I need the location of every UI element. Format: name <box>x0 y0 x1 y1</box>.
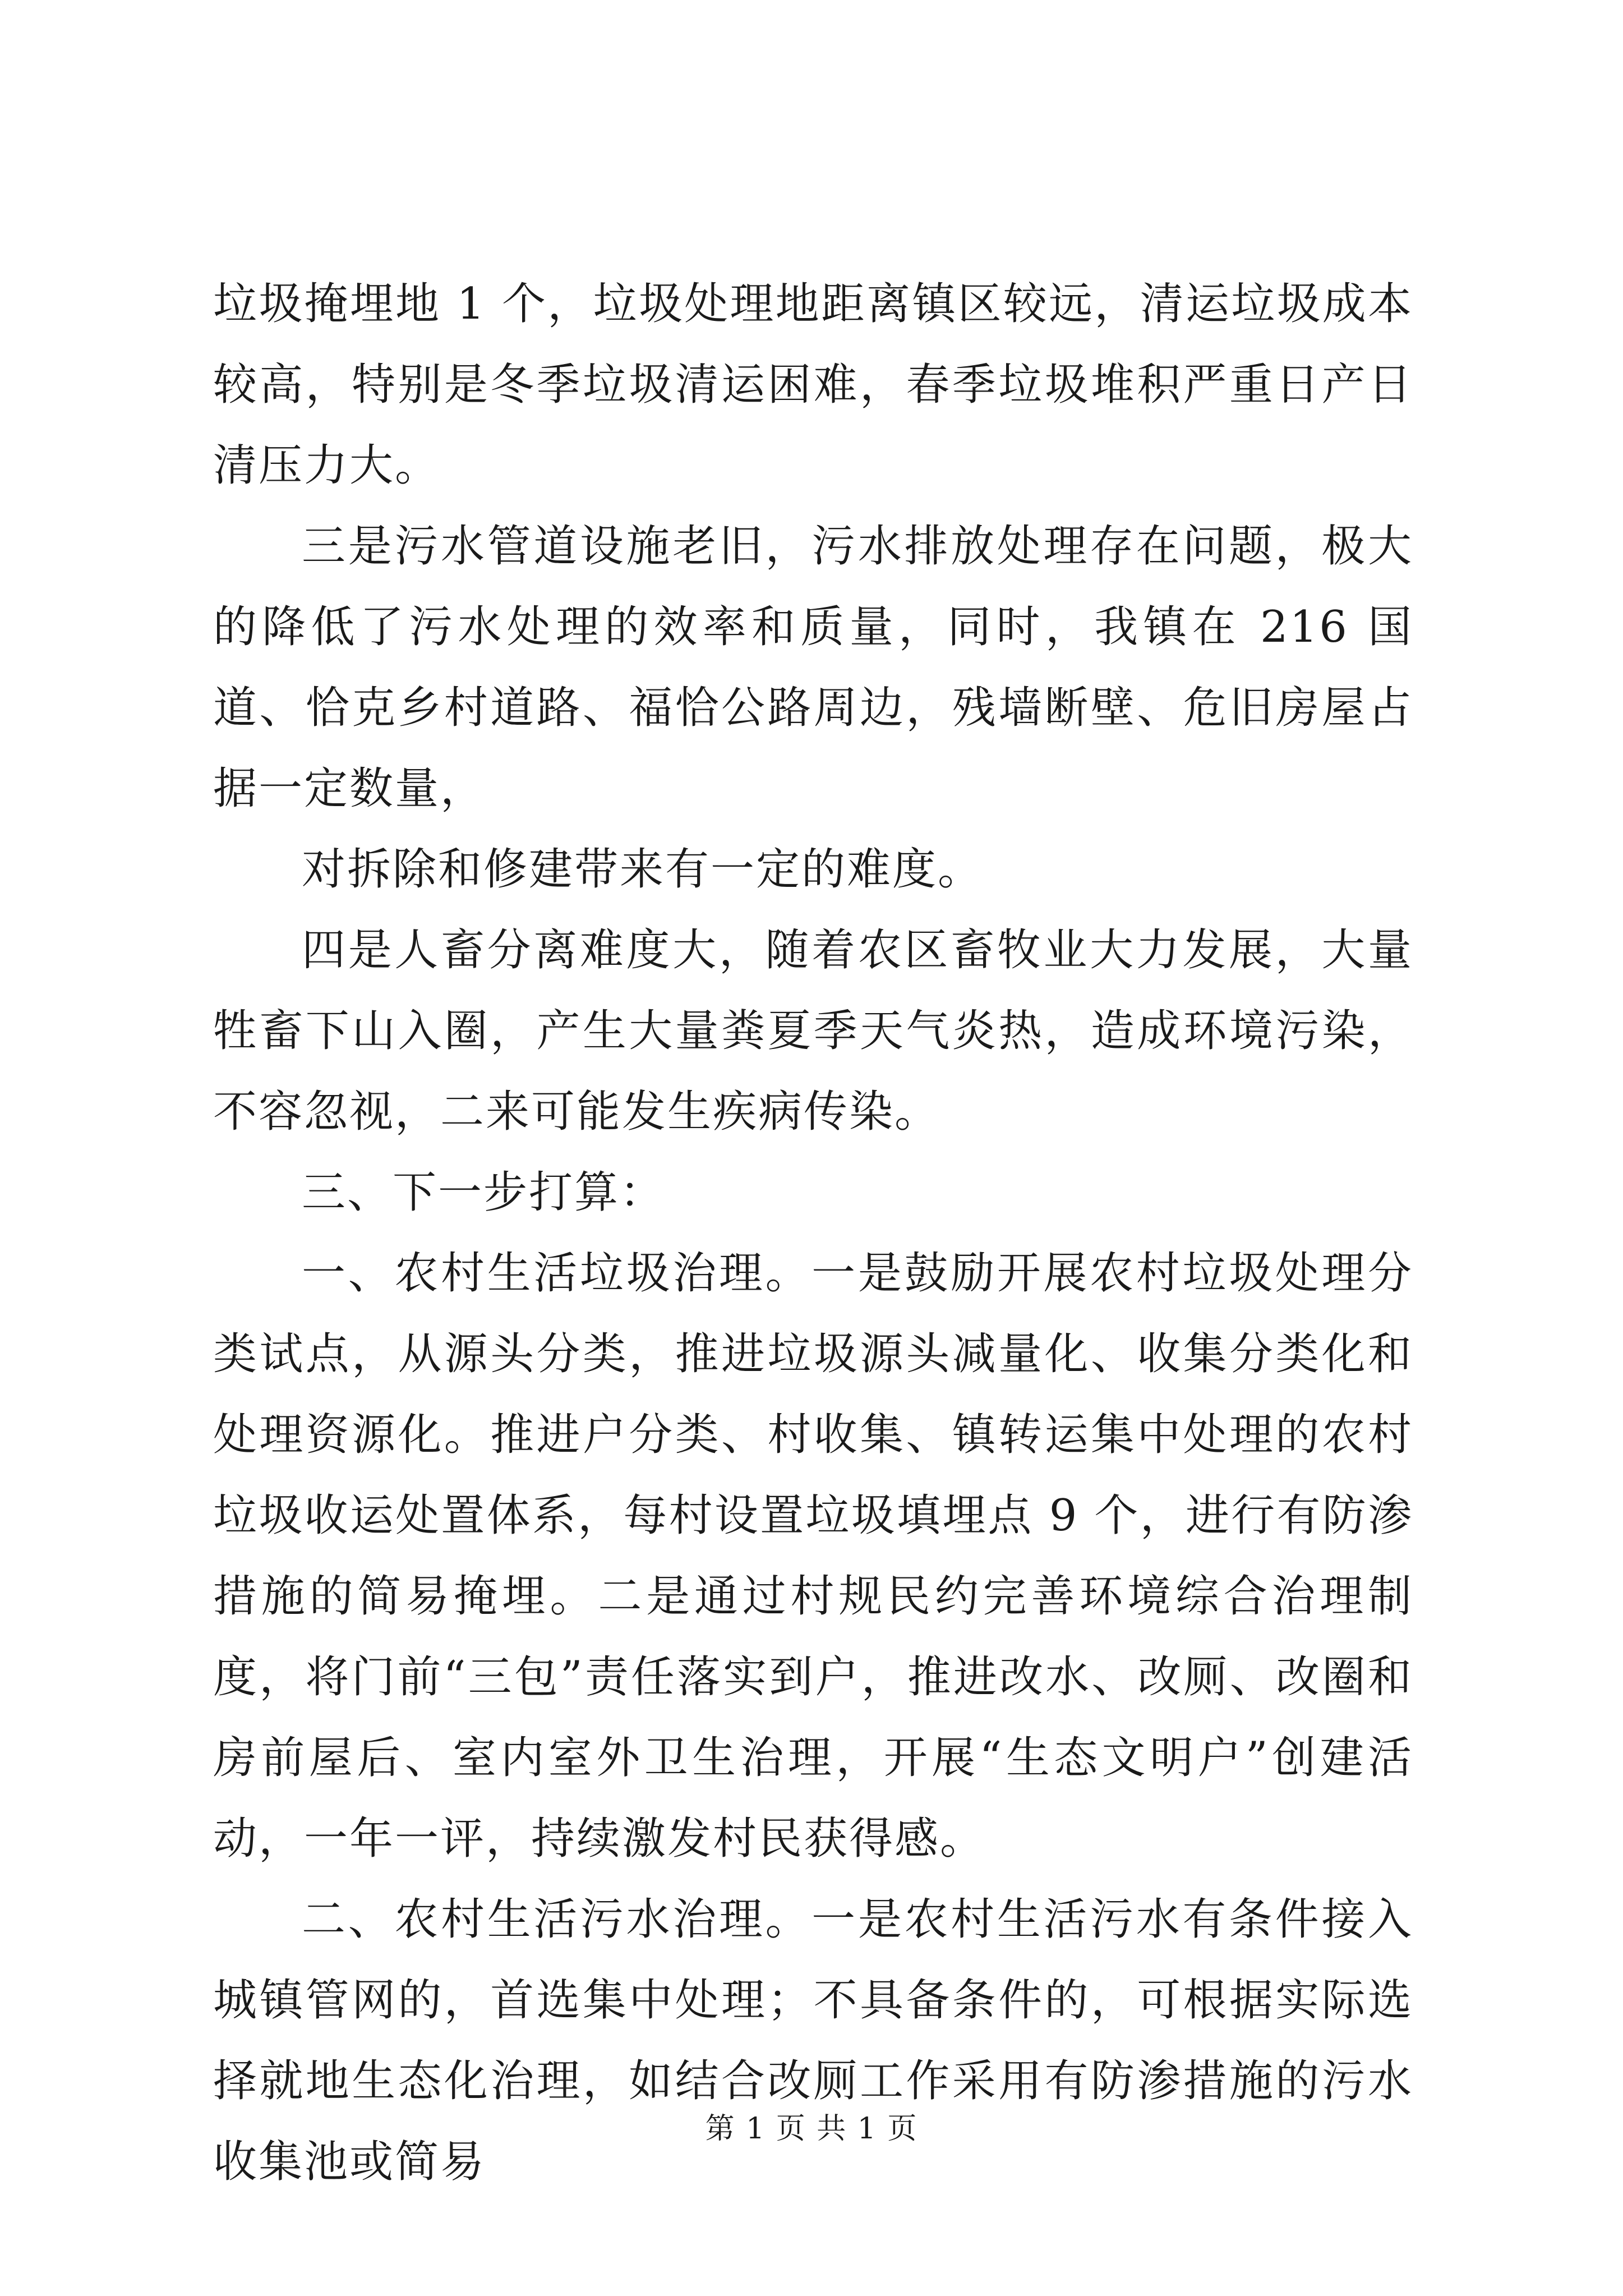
paragraph-3: 对拆除和修建带来有一定的难度。 <box>302 844 984 895</box>
paragraph-1: 垃圾掩埋地 1 个，垃圾处理地距离镇区较远，清运垃圾成本较高，特别是冬季垃圾清运困难，春季垃圾堆积严重日产日清压力大。 <box>213 279 1413 491</box>
page-number-footer: 第 1 页 共 1 页 <box>705 2112 918 2146</box>
section-heading: 三、下一步打算： <box>302 1167 666 1218</box>
document-body <box>213 264 1413 2202</box>
paragraph-6: 一、农村生活垃圾治理。一是鼓励开展农村垃圾处理分类试点，从源头分类，推进垃圾源头减量化、收集分类化和处理资源化。推进户分类、村收集、镇转运集中处理的农村垃圾收运处置体系，每村设置垃圾填埋点 9 个，进行有防渗措施的简易掩埋。二是通过村规民约完善环境综合治理制度，将门前“三包”责任落实到户，推进改水、改厕、改圈和房前屋后、室内室外卫生治理，开展“生态文明户”创建活动，一年一评，持续激发村民获得感。 <box>213 1248 1413 1864</box>
paragraph-7: 二、农村生活污水治理。一是农村生活污水有条件接入城镇管网的，首选集中处理；不具备条件的，可根据实际选择就地生态化治理，如结合改厕工作采用有防渗措施的污水收集池或简易 <box>213 1894 1413 2187</box>
paragraph-2: 三是污水管道设施老旧，污水排放处理存在问题，极大的降低了污水处理的效率和质量，同时，我镇在 216 国道、恰克乡村道路、福恰公路周边，残墙断壁、危旧房屋占据一定数量， <box>213 521 1413 814</box>
paragraph-4: 四是人畜分离难度大，随着农区畜牧业大力发展，大量牲畜下山入圈，产生大量粪夏季天气炎热，造成环境污染，不容忽视，二来可能发生疾病传染。 <box>213 925 1413 1137</box>
